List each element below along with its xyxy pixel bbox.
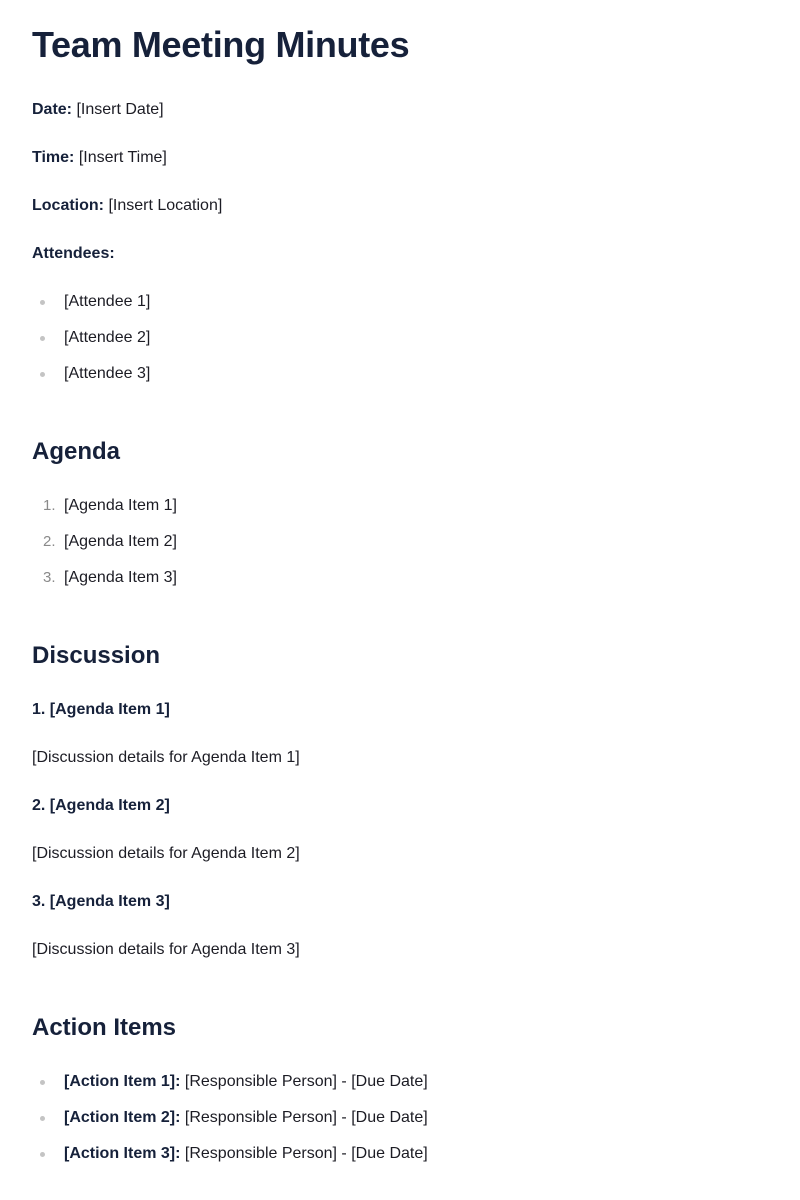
discussion-item-title: 3. [Agenda Item 3] bbox=[32, 893, 170, 910]
time-value: [Insert Time] bbox=[78, 149, 167, 166]
attendee-name: [Attendee 3] bbox=[64, 365, 151, 382]
page-title: Team Meeting Minutes bbox=[32, 24, 410, 65]
attendee-name: [Attendee 2] bbox=[64, 329, 151, 346]
discussion-item-details: [Discussion details for Agenda Item 2] bbox=[32, 845, 300, 862]
agenda-item-text: [Agenda Item 3] bbox=[64, 569, 177, 586]
discussion-item-details: [Discussion details for Agenda Item 3] bbox=[32, 941, 300, 958]
meta-date bbox=[32, 99, 164, 121]
discussion-heading: Discussion bbox=[32, 642, 161, 669]
agenda-item-number: 1. bbox=[43, 497, 56, 514]
action-item-text bbox=[64, 1107, 428, 1129]
action-item-detail: [Responsible Person] - [Due Date] bbox=[180, 1145, 428, 1162]
meta-location bbox=[32, 195, 222, 217]
discussion-item-title: 2. [Agenda Item 2] bbox=[32, 797, 170, 814]
meta-time bbox=[32, 147, 167, 169]
action-item-label: [Action Item 1]: bbox=[64, 1073, 181, 1090]
agenda-item-text: [Agenda Item 1] bbox=[64, 497, 177, 514]
agenda-item-number: 3. bbox=[43, 569, 56, 586]
bullet-dot-icon bbox=[40, 372, 45, 377]
date-value: [Insert Date] bbox=[76, 101, 164, 118]
discussion-item-title: 1. [Agenda Item 1] bbox=[32, 701, 170, 718]
agenda-heading: Agenda bbox=[32, 438, 121, 465]
discussion-item-details: [Discussion details for Agenda Item 1] bbox=[32, 749, 300, 766]
action-item-label: [Action Item 3]: bbox=[64, 1145, 181, 1162]
agenda-item-text: [Agenda Item 2] bbox=[64, 533, 177, 550]
location-value: [Insert Location] bbox=[108, 197, 223, 214]
bullet-dot-icon bbox=[40, 336, 45, 341]
action-item-detail: [Responsible Person] - [Due Date] bbox=[180, 1109, 428, 1126]
location-label: Location: bbox=[32, 197, 104, 214]
bullet-dot-icon bbox=[40, 1152, 45, 1157]
bullet-dot-icon bbox=[40, 1080, 45, 1085]
bullet-dot-icon bbox=[40, 1116, 45, 1121]
time-label: Time: bbox=[32, 149, 75, 166]
action-items-heading: Action Items bbox=[32, 1014, 177, 1041]
meta-attendees bbox=[32, 243, 115, 265]
attendees-label: Attendees: bbox=[32, 245, 115, 262]
date-label: Date: bbox=[32, 101, 73, 118]
bullet-dot-icon bbox=[40, 300, 45, 305]
action-item-text bbox=[64, 1071, 428, 1093]
action-item-label: [Action Item 2]: bbox=[64, 1109, 181, 1126]
agenda-item-number: 2. bbox=[43, 533, 56, 550]
action-item-detail: [Responsible Person] - [Due Date] bbox=[180, 1073, 428, 1090]
attendee-name: [Attendee 1] bbox=[64, 293, 151, 310]
action-item-text bbox=[64, 1143, 428, 1165]
